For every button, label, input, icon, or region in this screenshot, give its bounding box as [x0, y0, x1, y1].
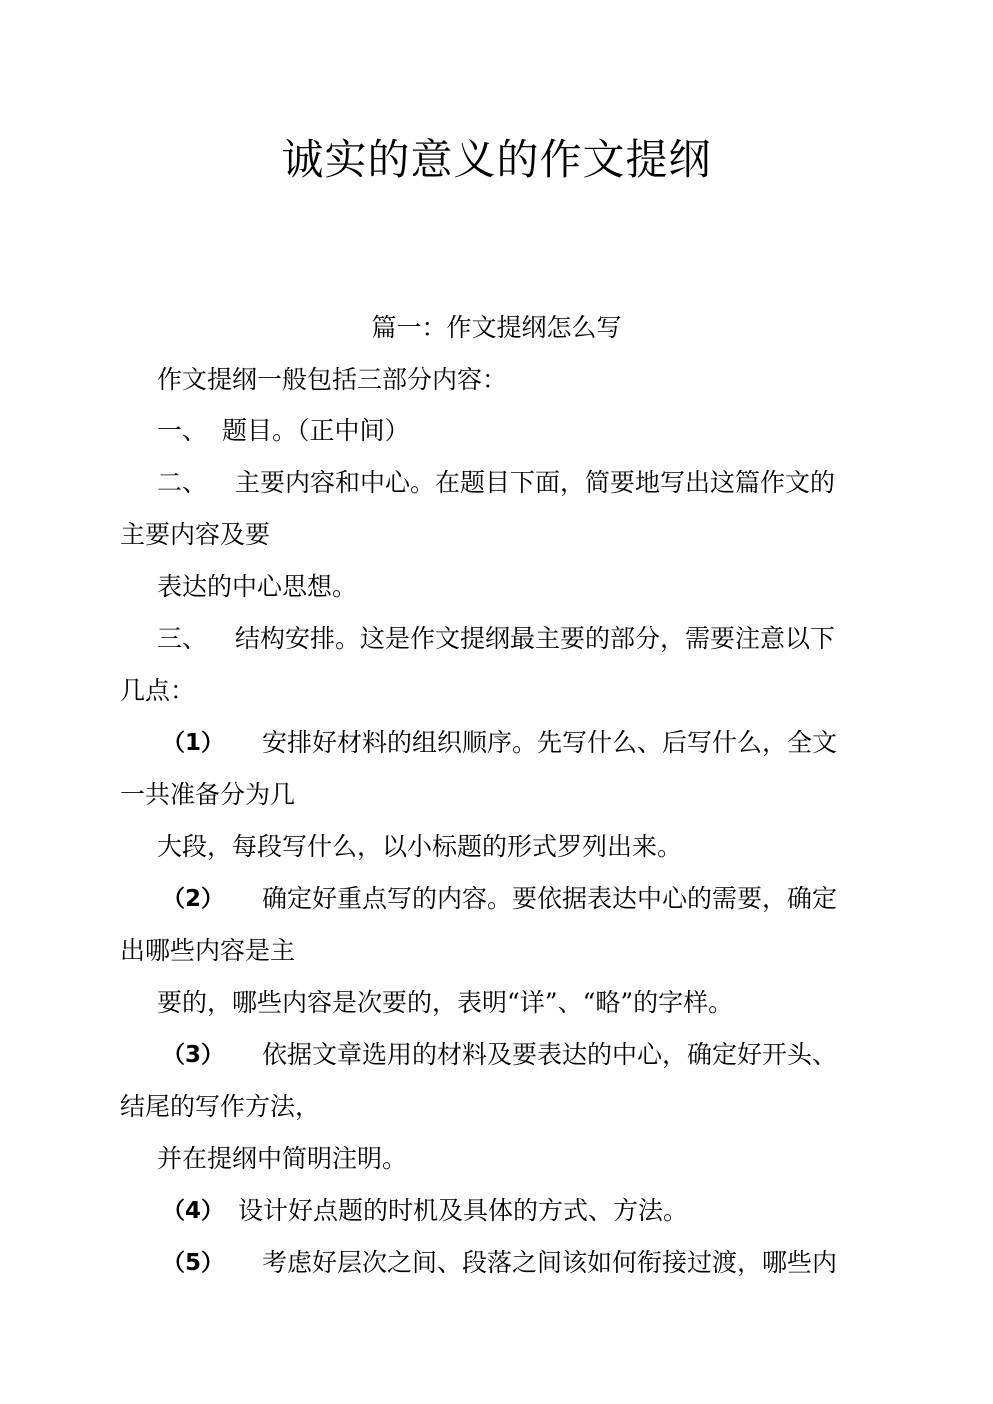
- document-title: 诚实的意义的作文提纲: [281, 135, 712, 184]
- item-3-text-cont: 并在提纲中简明注明。: [157, 1144, 408, 1173]
- item-3-text-wrap: 结尾的写作方法，: [120, 1092, 321, 1121]
- item-2-text-cont: 要的，哪些内容是次要的，表明“详”、“略”的字样。: [157, 988, 734, 1017]
- section-3-number: 三、: [157, 624, 208, 653]
- item-2-text: 确定好重点写的内容。要依据表达中心的需要，确定: [262, 884, 838, 913]
- item-5-text: 考虑好层次之间、段落之间该如何衔接过渡，哪些内: [262, 1248, 838, 1277]
- item-1-number: （1）: [162, 730, 225, 756]
- section-1-number: 一、: [157, 416, 208, 445]
- section-3-text: 结构安排。这是作文提纲最主要的部分，需要注意以下: [235, 624, 836, 653]
- item-4-text: 设计好点题的时机及具体的方式、方法。: [238, 1196, 689, 1225]
- item-3-number: （3）: [162, 1042, 225, 1068]
- intro-paragraph: 作文提纲一般包括三部分内容：: [157, 365, 508, 394]
- item-4-number: （4）: [162, 1198, 225, 1224]
- item-1-text: 安排好材料的组织顺序。先写什么、后写什么，全文: [262, 728, 838, 757]
- section-2-number: 二、: [157, 468, 208, 497]
- section-2-text-wrap: 主要内容及要: [120, 520, 271, 549]
- item-2-number: （2）: [162, 886, 225, 912]
- item-1-text-wrap: 一共准备分为几: [120, 780, 296, 809]
- section-1-text: 题目。（正中间）: [222, 416, 410, 445]
- item-1-text-cont: 大段，每段写什么，以小标题的形式罗列出来。: [157, 832, 683, 861]
- section-subtitle: 篇一：作文提纲怎么写: [371, 313, 622, 342]
- section-3-text-wrap: 几点：: [120, 676, 196, 705]
- item-2-text-wrap: 出哪些内容是主: [120, 936, 296, 965]
- item-5-number: （5）: [162, 1250, 225, 1276]
- section-2-text-cont: 表达的中心思想。: [157, 572, 358, 601]
- item-3-text: 依据文章选用的材料及要表达的中心，确定好开头、: [262, 1040, 838, 1069]
- section-2-text: 主要内容和中心。在题目下面，简要地写出这篇作文的: [235, 468, 836, 497]
